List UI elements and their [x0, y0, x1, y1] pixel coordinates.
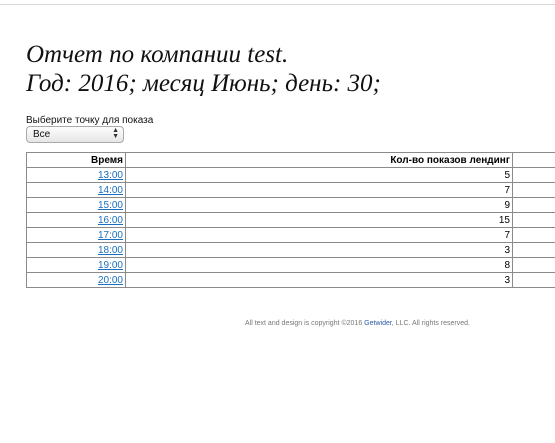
table-row [27, 183, 555, 198]
time-link[interactable]: 20:00 [97, 274, 123, 286]
footer-rights-text: , LLC. All rights reserved. [391, 320, 470, 327]
extra-cell [513, 213, 555, 228]
table-row [27, 228, 555, 243]
top-divider [0, 4, 555, 5]
extra-cell [513, 168, 555, 183]
count-cell: 3 [126, 273, 513, 288]
time-link[interactable]: 17:00 [97, 229, 123, 241]
time-link[interactable]: 13:00 [97, 169, 123, 181]
count-cell: 8 [126, 258, 513, 273]
count-cell: 7 [126, 183, 513, 198]
chevron-updown-icon: ▲ ▼ [112, 127, 119, 140]
footer-copyright-text: All text and design is copyright ©2016 [244, 320, 363, 327]
time-link[interactable]: 19:00 [97, 259, 123, 271]
point-select-dropdown[interactable] [26, 126, 124, 143]
column-header-time: Время [27, 153, 126, 168]
extra-cell [513, 198, 555, 213]
count-cell: 7 [126, 228, 513, 243]
report-title-company: Отчет по компании test. [26, 41, 289, 68]
table-row [27, 168, 555, 183]
report-title [26, 40, 381, 98]
extra-cell [513, 243, 555, 258]
time-cell [27, 273, 126, 288]
time-cell [27, 213, 126, 228]
column-header-extra [513, 153, 555, 168]
time-cell [27, 198, 126, 213]
extra-cell [513, 183, 555, 198]
report-title-date: Год: 2016; месяц Июнь; день: 30; [26, 70, 381, 97]
table-row [27, 273, 555, 288]
count-cell: 5 [126, 168, 513, 183]
table-row [27, 258, 555, 273]
extra-cell [513, 228, 555, 243]
table-row [27, 243, 555, 258]
column-header-count: Кол-во показов лендинг [126, 153, 513, 168]
time-cell [27, 183, 126, 198]
time-link[interactable]: 15:00 [97, 199, 123, 211]
extra-cell [513, 258, 555, 273]
count-cell: 15 [126, 213, 513, 228]
time-link[interactable]: 16:00 [97, 214, 123, 226]
time-cell [27, 243, 126, 258]
time-cell [27, 168, 126, 183]
point-select-label: Выберите точку для показа [26, 115, 154, 126]
extra-cell [513, 273, 555, 288]
count-cell: 3 [126, 243, 513, 258]
footer-company-link[interactable]: Getwider [364, 320, 392, 327]
point-select-value: Все [33, 129, 51, 140]
table-row [27, 213, 555, 228]
table-row [27, 198, 555, 213]
impressions-table [26, 152, 555, 288]
table-header-row [27, 153, 555, 168]
time-cell [27, 228, 126, 243]
time-link[interactable]: 14:00 [97, 184, 123, 196]
time-cell [27, 258, 126, 273]
copyright-footer [0, 320, 555, 327]
time-link[interactable]: 18:00 [97, 244, 123, 256]
count-cell: 9 [126, 198, 513, 213]
